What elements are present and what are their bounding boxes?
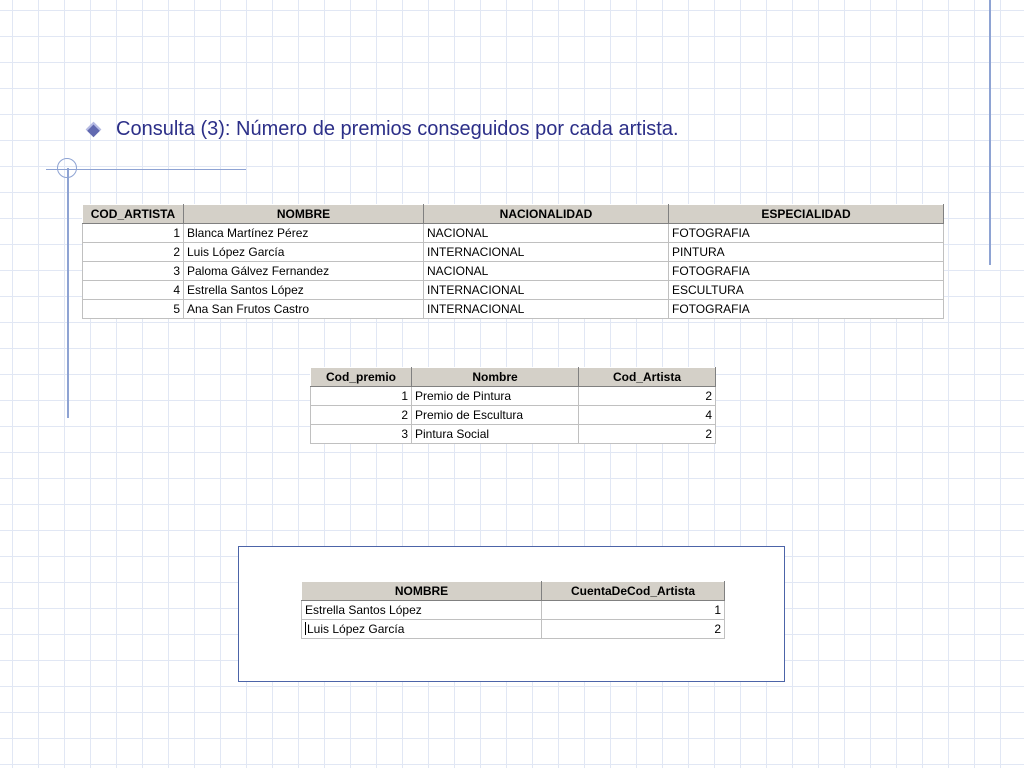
cell-especialidad[interactable]: FOTOGRAFIA	[669, 262, 944, 281]
cell-nombre[interactable]: Premio de Escultura	[412, 406, 579, 425]
table-header-row	[311, 368, 716, 387]
cell-cuenta[interactable]: 1	[542, 601, 725, 620]
column-header-nombre[interactable]: NOMBRE	[302, 582, 542, 601]
cell-nacionalidad[interactable]: NACIONAL	[424, 224, 669, 243]
cell-cod-artista[interactable]: 1	[83, 224, 184, 243]
column-header-cod-artista[interactable]: Cod_Artista	[579, 368, 716, 387]
diamond-bullet-icon	[86, 122, 102, 138]
table-row	[311, 425, 716, 444]
column-header-cod-premio[interactable]: Cod_premio	[311, 368, 412, 387]
cell-nombre-text: Luis López García	[307, 622, 405, 636]
table-header-row	[302, 582, 725, 601]
cell-nacionalidad[interactable]: NACIONAL	[424, 262, 669, 281]
column-header-especialidad[interactable]: ESPECIALIDAD	[669, 205, 944, 224]
premios-table	[310, 367, 716, 444]
cell-nombre[interactable]: Pintura Social	[412, 425, 579, 444]
cell-nombre[interactable]: Estrella Santos López	[184, 281, 424, 300]
slide-title	[84, 118, 679, 141]
cell-especialidad[interactable]: ESCULTURA	[669, 281, 944, 300]
column-header-nombre[interactable]: NOMBRE	[184, 205, 424, 224]
decorative-circle	[57, 158, 77, 178]
decorative-vertical-line-right	[989, 0, 991, 265]
cell-cod-premio[interactable]: 3	[311, 425, 412, 444]
table-row	[311, 387, 716, 406]
cell-nombre[interactable]: Luis López García	[184, 243, 424, 262]
cell-cod-premio[interactable]: 1	[311, 387, 412, 406]
column-header-cod-artista[interactable]: COD_ARTISTA	[83, 205, 184, 224]
cell-cod-artista[interactable]: 4	[83, 281, 184, 300]
cell-nombre[interactable]: Blanca Martínez Pérez	[184, 224, 424, 243]
cell-nacionalidad[interactable]: INTERNACIONAL	[424, 243, 669, 262]
column-header-nacionalidad[interactable]: NACIONALIDAD	[424, 205, 669, 224]
table-row	[83, 281, 944, 300]
cell-especialidad[interactable]: FOTOGRAFIA	[669, 224, 944, 243]
cell-nacionalidad[interactable]: INTERNACIONAL	[424, 281, 669, 300]
cell-cod-artista[interactable]: 2	[83, 243, 184, 262]
cell-nombre[interactable]: Estrella Santos López	[302, 601, 542, 620]
table-row	[83, 243, 944, 262]
artistas-table	[82, 204, 944, 319]
column-header-nombre[interactable]: Nombre	[412, 368, 579, 387]
cell-nombre-with-caret[interactable]	[302, 620, 542, 639]
cell-cod-artista[interactable]: 3	[83, 262, 184, 281]
table-row	[83, 262, 944, 281]
cell-nombre[interactable]: Ana San Frutos Castro	[184, 300, 424, 319]
cell-nombre[interactable]: Paloma Gálvez Fernandez	[184, 262, 424, 281]
cell-cod-artista[interactable]: 2	[579, 425, 716, 444]
table-row	[302, 620, 725, 639]
cell-nacionalidad[interactable]: INTERNACIONAL	[424, 300, 669, 319]
cell-cod-premio[interactable]: 2	[311, 406, 412, 425]
cell-cod-artista[interactable]: 4	[579, 406, 716, 425]
cell-cod-artista[interactable]: 5	[83, 300, 184, 319]
slide-title-text: Consulta (3): Número de premios conseguidos por cada artista.	[116, 118, 679, 140]
table-header-row	[83, 205, 944, 224]
table-row	[311, 406, 716, 425]
cell-especialidad[interactable]: PINTURA	[669, 243, 944, 262]
table-row	[302, 601, 725, 620]
cell-cod-artista[interactable]: 2	[579, 387, 716, 406]
text-caret-icon	[305, 622, 306, 635]
cell-nombre[interactable]: Premio de Pintura	[412, 387, 579, 406]
decorative-vertical-line-left	[67, 168, 69, 418]
table-row	[83, 300, 944, 319]
table-row	[83, 224, 944, 243]
query-result-table	[301, 581, 725, 639]
cell-cuenta[interactable]: 2	[542, 620, 725, 639]
cell-especialidad[interactable]: FOTOGRAFIA	[669, 300, 944, 319]
column-header-cuenta[interactable]: CuentaDeCod_Artista	[542, 582, 725, 601]
